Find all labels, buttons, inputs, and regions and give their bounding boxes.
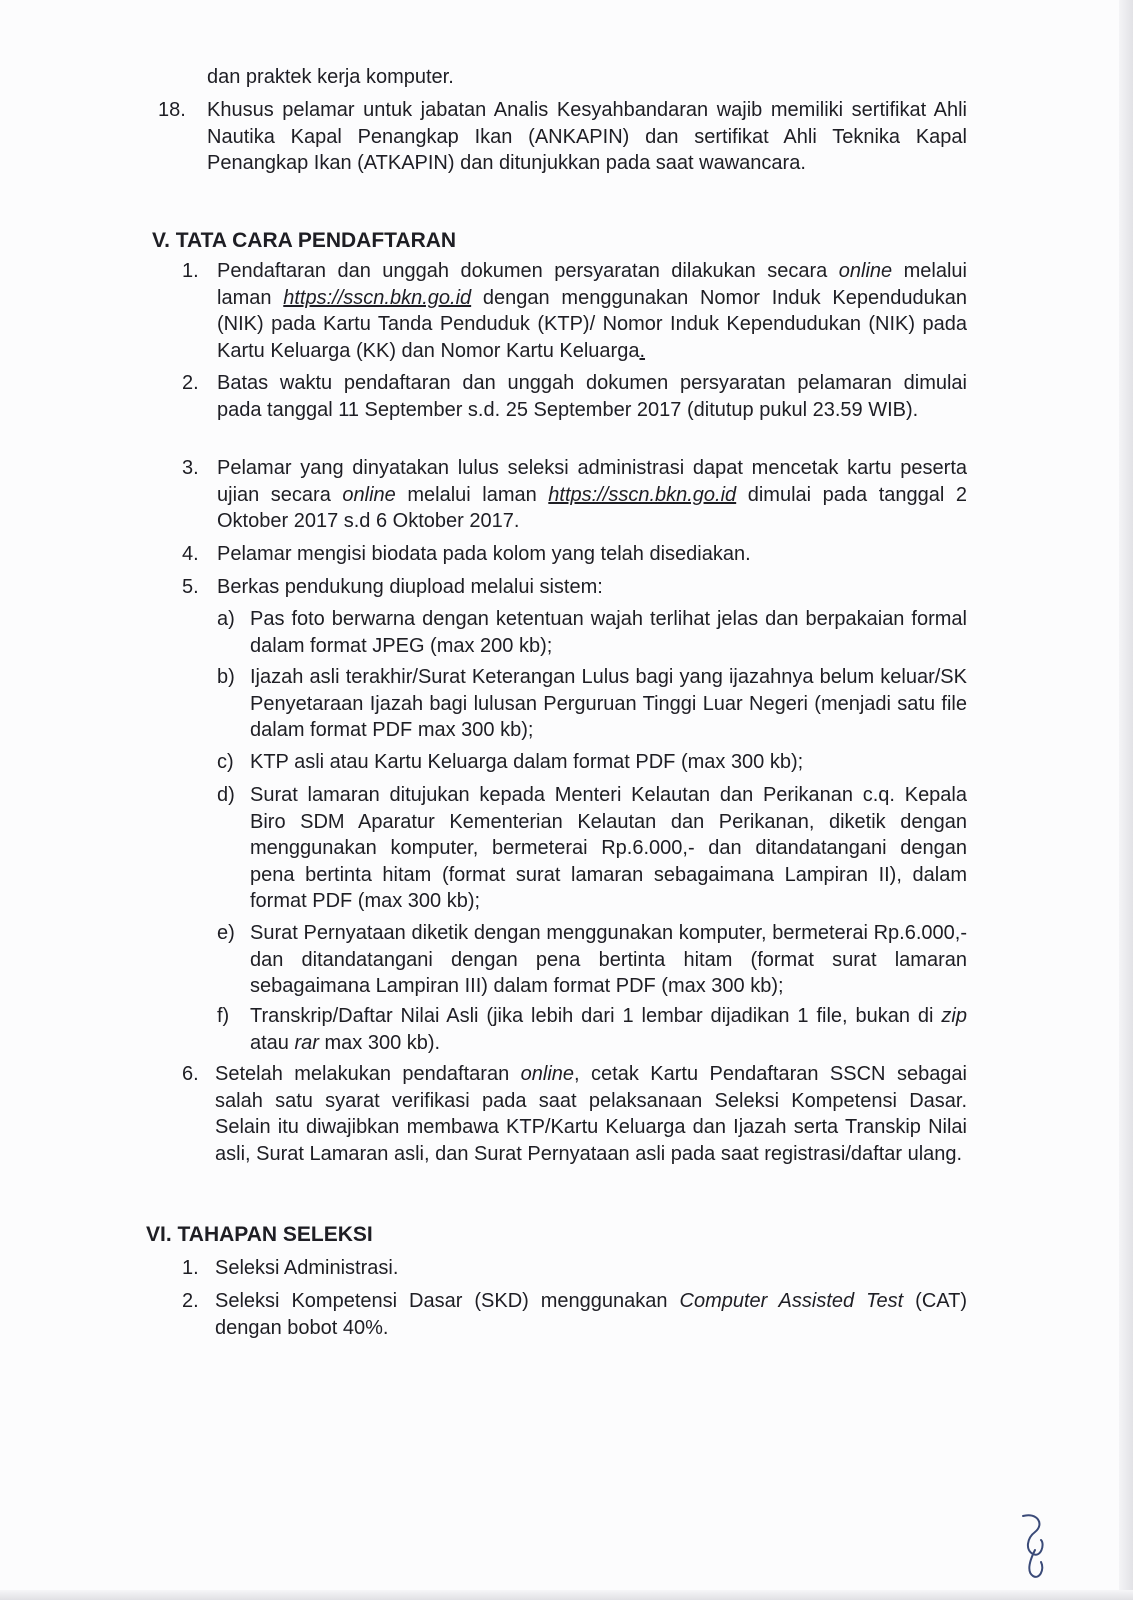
s5-item-1-number: 1. xyxy=(182,260,199,282)
s5-item-5-number: 5. xyxy=(182,576,199,598)
s5-sub-e-label: e) xyxy=(217,922,235,944)
s5-item-6-text: Setelah melakukan pendaftaran online, cetak Kartu Pendaftaran SSCN sebagai salah satu syarat verifikasi pada saat pelaksanaan Seleksi Kompetensi Dasar. Selain itu diwajibkan membawa KTP/Kartu Keluarga dan Ijazah serta Transkip Nilai asli, Surat Lamaran asli, dan Surat Pernyataan asli pada saat registrasi/daftar ulang. xyxy=(215,1063,967,1165)
s5-sub-a-label: a) xyxy=(217,608,235,630)
s5-sub-c-label: c) xyxy=(217,751,234,773)
s6-item-2-text: Seleksi Kompetensi Dasar (SKD) menggunakan Computer Assisted Test (CAT) dengan bobot 40%. xyxy=(215,1290,967,1339)
continuation-text: dan praktek kerja komputer. xyxy=(207,66,454,88)
s5-sub-b-text: Ijazah asli terakhir/Surat Keterangan Lulus bagi yang ijazahnya belum keluar/SK Penyetaraan Ijazah bagi lulusan Perguruan Tinggi Luar Negeri (menjadi satu file dalam format PDF max 300 kb); xyxy=(250,666,967,741)
s5-sub-f-text: Transkrip/Daftar Nilai Asli (jika lebih dari 1 lembar dijadikan 1 file, bukan di zip atau rar max 300 kb). xyxy=(250,1005,967,1054)
s5-sub-a-text: Pas foto berwarna dengan ketentuan wajah terlihat jelas dan berpakaian formal dalam format JPEG (max 200 kb); xyxy=(250,608,967,657)
sscn-link[interactable]: https://sscn.bkn.go.id xyxy=(548,483,737,506)
s5-item-5-text: Berkas pendukung diupload melalui sistem: xyxy=(217,576,603,598)
handwritten-initial xyxy=(1015,1510,1055,1580)
s5-sub-c-text: KTP asli atau Kartu Keluarga dalam format PDF (max 300 kb); xyxy=(250,751,804,773)
s5-sub-d-label: d) xyxy=(217,784,235,806)
section-vi-heading: VI. TAHAPAN SELEKSI xyxy=(146,1223,373,1246)
s5-item-1-text: Pendaftaran dan unggah dokumen persyaratan dilakukan secara online melalui laman https://sscn.bkn.go.id dengan menggunakan Nomor Induk Kependudukan (NIK) pada Kartu Tanda Penduduk (KTP)/ Nomor Induk Kependudukan (NIK) pada Kartu Keluarga (KK) dan Nomor Kartu Keluarga. xyxy=(217,260,968,362)
section-v-heading: V. TATA CARA PENDAFTARAN xyxy=(152,229,457,252)
item-18-number: 18. xyxy=(158,99,186,121)
scan-edge-right xyxy=(1119,0,1133,1600)
s6-item-2-number: 2. xyxy=(182,1290,199,1312)
s5-item-4-text: Pelamar mengisi biodata pada kolom yang telah disediakan. xyxy=(217,543,751,565)
s5-sub-b-label: b) xyxy=(217,666,235,688)
s5-item-2-text: Batas waktu pendaftaran dan unggah dokumen persyaratan pelamaran dimulai pada tanggal 11 September s.d. 25 September 2017 (ditutup pukul 23.59 WIB). xyxy=(217,372,967,421)
s6-item-1-text: Seleksi Administrasi. xyxy=(215,1257,399,1279)
item-18-text: Khusus pelamar untuk jabatan Analis Kesyahbandaran wajib memiliki sertifikat Ahli Nautika Kapal Penangkap Ikan (ANKAPIN) dan sertifikat Ahli Teknika Kapal Penangkap Ikan (ATKAPIN) dan ditunjukkan pada saat wawancara. xyxy=(207,99,967,174)
s5-sub-d-text: Surat lamaran ditujukan kepada Menteri Kelautan dan Perikanan c.q. Kepala Biro SDM Aparatur Kementerian Kelautan dan Perikanan, diketik dengan menggunakan komputer, bermeterai Rp.6.000,- dan ditandatangani dengan pena bertinta hitam (format surat lamaran sebagaimana Lampiran II), dalam format PDF (max 300 kb); xyxy=(250,784,967,912)
s5-item-6-number: 6. xyxy=(182,1063,199,1085)
s5-sub-f-label: f) xyxy=(217,1005,230,1027)
s5-sub-e-text: Surat Pernyataan diketik dengan menggunakan komputer, bermeterai Rp.6.000,- dan ditandatangani dengan pena bertinta hitam (format surat lamaran sebagaimana Lampiran III) dalam format PDF (max 300 kb); xyxy=(250,922,967,997)
s5-item-3-text: Pelamar yang dinyatakan lulus seleksi administrasi dapat mencetak kartu peserta ujian secara online melalui laman https://sscn.bkn.go.id dimulai pada tanggal 2 Oktober 2017 s.d 6 Oktober 2017. xyxy=(217,457,967,532)
scan-edge-bottom xyxy=(0,1590,1133,1600)
s5-item-2-number: 2. xyxy=(182,372,199,394)
s5-item-3-number: 3. xyxy=(182,457,199,479)
sscn-link[interactable]: https://sscn.bkn.go.id xyxy=(283,286,472,309)
s5-item-4-number: 4. xyxy=(182,543,199,565)
s6-item-1-number: 1. xyxy=(182,1257,199,1279)
